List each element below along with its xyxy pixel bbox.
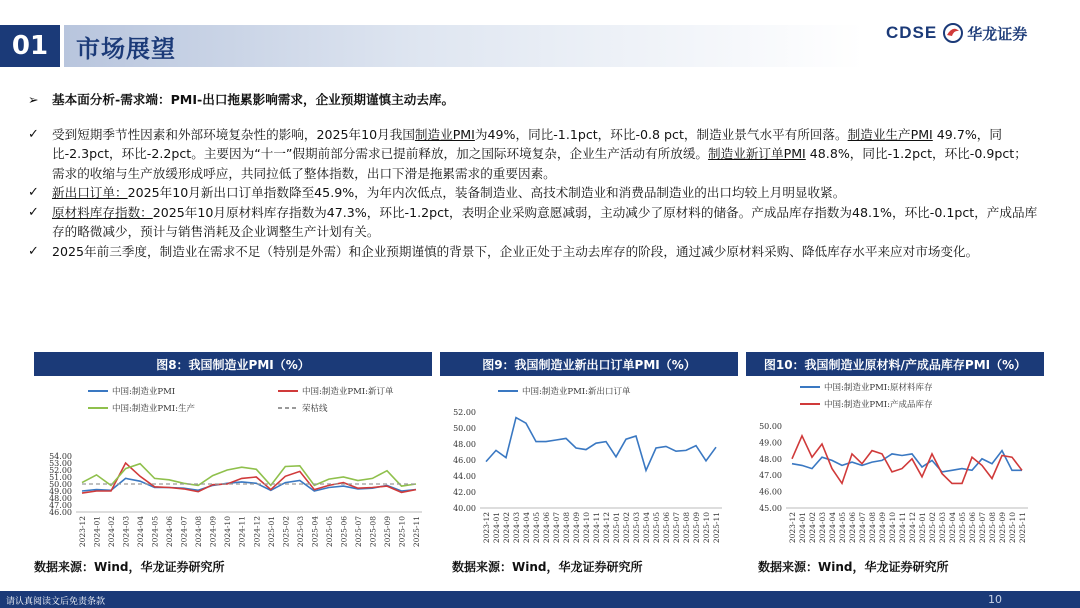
x-tick-label: 2023-12 (482, 512, 491, 544)
x-tick-label: 2024-10 (223, 516, 233, 548)
chart-inventory (746, 380, 1044, 577)
x-tick-label: 2023-12 (788, 512, 797, 544)
chart-title: 图8：我国制造业PMI（%） (34, 352, 432, 376)
bullet-item (28, 203, 1038, 242)
x-tick-label: 2025-07 (978, 512, 987, 544)
x-tick-label: 2024-06 (542, 512, 551, 544)
x-tick-label: 2024-04 (828, 512, 837, 544)
headline-text: 基本面分析-需求端：PMI-出口拖累影响需求，企业预期谨慎主动去库。 (52, 92, 455, 107)
x-tick-label: 2024-09 (878, 512, 887, 544)
y-tick-label: 45.00 (759, 504, 782, 513)
y-tick-label: 46.00 (759, 487, 782, 497)
x-tick-label: 2024-01 (798, 512, 807, 544)
chart-panel-pmi (34, 352, 432, 577)
x-tick-label: 2024-12 (908, 512, 917, 544)
x-tick-label: 2025-03 (632, 512, 641, 544)
x-tick-label: 2025-02 (622, 512, 631, 544)
legend-label: 中国:制造业PMI:生产 (112, 404, 196, 414)
legend-label: 中国:制造业PMI:产成品库存 (824, 400, 933, 410)
x-tick-label: 2024-02 (808, 512, 817, 544)
x-tick-label: 2024-06 (165, 516, 175, 548)
check-icon: ✓ (28, 204, 39, 220)
bullet-text: 原材料库存指数：2025年10月原材料库存指数为47.3%，环比-1.2pct，表明企业采购意愿减弱，主动减少了原材料的储备。产成品库存指数为48.1%，环比-0.1pct，产成品库存的略微减少，预计与销售消耗及企业调整生产计划有关。 (52, 204, 1038, 239)
y-tick-label: 50.00 (453, 424, 476, 433)
x-tick-label: 2024-04 (136, 516, 146, 548)
x-tick-label: 2024-02 (502, 512, 511, 544)
x-tick-label: 2025-01 (266, 516, 276, 548)
y-tick-label: 51.00 (49, 473, 72, 482)
x-tick-label: 2025-08 (988, 512, 997, 544)
x-tick-label: 2024-12 (252, 516, 262, 548)
y-tick-label: 47.00 (49, 501, 72, 510)
check-icon: ✓ (28, 126, 39, 142)
x-tick-label: 2024-01 (92, 516, 102, 548)
x-tick-label: 2025-10 (1008, 512, 1017, 544)
x-tick-label: 2024-01 (492, 512, 501, 544)
x-tick-label: 2025-04 (310, 516, 320, 548)
check-icon: ✓ (28, 185, 39, 200)
check-icon: ✓ (28, 243, 39, 259)
chart-title: 图9：我国制造业新出口订单PMI（%） (440, 352, 738, 376)
analysis-text (28, 90, 1038, 261)
logo-text-en: CDSE (886, 23, 938, 42)
x-tick-label: 2024-08 (194, 516, 204, 548)
section-number: 01 (0, 25, 60, 67)
x-tick-label: 2024-05 (532, 512, 541, 544)
x-tick-label: 2024-10 (888, 512, 897, 544)
x-tick-label: 2025-11 (712, 512, 721, 544)
x-tick-label: 2024-05 (150, 516, 160, 548)
y-tick-label: 48.00 (453, 440, 476, 449)
footer-bar (0, 591, 1080, 608)
chart-title: 图10：我国制造业原材料/产成品库存PMI（%） (746, 352, 1044, 376)
x-tick-label: 2024-11 (237, 516, 247, 548)
y-tick-label: 53.00 (49, 459, 72, 468)
x-tick-label: 2024-08 (562, 512, 571, 544)
x-tick-label: 2025-03 (295, 516, 305, 548)
logo-text-cn: 华龙证券 (967, 24, 1028, 43)
x-tick-label: 2024-09 (208, 516, 218, 548)
x-tick-label: 2023-12 (78, 516, 87, 548)
y-tick-label: 46.00 (49, 508, 72, 517)
bullet-item (28, 125, 1038, 184)
y-tick-label: 47.00 (759, 471, 782, 481)
x-tick-label: 2025-11 (412, 516, 421, 548)
headline (28, 90, 1038, 110)
x-tick-label: 2025-05 (958, 512, 967, 544)
bullet-text: 受到短期季节性因素和外部环境复杂性的影响，2025年10月我国制造业PMI为49%，同比-1.1pct，环比-0.8 pct，制造业景气水平有所回落。制造业生产PMI 49.7%，同比-2.3pct，环比-2.2pct。主要因为“十一”假期前部分需求已提前释放，加之国际环境复杂，企业生产活动有所放缓。制造业新订单PMI 48.8%，同比-1.2pct，环比-0.9pct；需求的收缩与生产放缓形成呼应，共同拉低了整体指数，出口下滑是拖累需求的重要因素。 (52, 126, 1027, 181)
series-line (486, 418, 716, 471)
data-source: 数据来源：Wind，华龙证券研究所 (452, 560, 643, 574)
x-tick-label: 2024-02 (107, 516, 117, 548)
x-tick-label: 2025-10 (397, 516, 407, 548)
x-tick-label: 2025-01 (918, 512, 927, 544)
x-tick-label: 2025-07 (672, 512, 681, 544)
y-tick-label: 50.00 (49, 480, 72, 489)
x-tick-label: 2025-08 (368, 516, 378, 548)
x-tick-label: 2024-07 (179, 516, 189, 548)
page-title: 市场展望 (76, 35, 176, 63)
company-logo (886, 20, 1027, 46)
y-tick-label: 52.00 (49, 466, 72, 475)
x-tick-label: 2024-09 (572, 512, 581, 544)
y-tick-label: 48.00 (49, 494, 72, 503)
x-tick-label: 2025-07 (353, 516, 363, 548)
header-band (64, 25, 864, 67)
y-tick-label: 54.00 (49, 452, 72, 461)
x-tick-label: 2025-06 (968, 512, 977, 544)
y-tick-label: 50.00 (759, 422, 782, 431)
chart-panel-export (440, 352, 738, 577)
x-tick-label: 2024-03 (818, 512, 827, 544)
y-tick-label: 49.00 (49, 487, 72, 496)
legend-label: 中国:制造业PMI:新出口订单 (522, 387, 631, 397)
series-line (82, 478, 416, 491)
y-tick-label: 42.00 (453, 488, 476, 497)
bullet-text: 新出口订单：2025年10月新出口订单指数降至45.9%，为年内次低点，装备制造业、高技术制造业和消费品制造业的出口均较上月明显收紧。 (52, 185, 846, 200)
x-tick-label: 2024-11 (592, 512, 601, 544)
y-tick-label: 52.00 (453, 408, 476, 417)
x-tick-label: 2025-09 (382, 516, 392, 548)
legend-label: 中国:制造业PMI:原材料库存 (824, 383, 933, 393)
bullet-text: 2025年前三季度，制造业在需求不足（特别是外需）和企业预期谨慎的背景下，企业正处于主动去库存的阶段，通过减少原材料采购、降低库存水平来应对市场变化。 (52, 243, 979, 259)
x-tick-label: 2024-07 (552, 512, 561, 544)
x-tick-label: 2024-06 (848, 512, 857, 544)
x-tick-label: 2025-06 (339, 516, 349, 548)
arrow-bullet-icon: ➢ (28, 92, 39, 107)
x-tick-label: 2024-11 (898, 512, 907, 544)
x-tick-label: 2025-08 (682, 512, 691, 544)
chart-pmi (34, 380, 432, 577)
y-tick-label: 46.00 (453, 456, 476, 465)
page-number: 10 (988, 593, 1002, 606)
chart-export-orders (440, 380, 738, 577)
series-line (792, 436, 1022, 484)
x-tick-label: 2024-03 (512, 512, 521, 544)
x-tick-label: 2025-04 (948, 512, 957, 544)
chart-panel-inventory (746, 352, 1044, 577)
bullet-item (28, 242, 1038, 262)
x-tick-label: 2025-06 (662, 512, 671, 544)
x-tick-label: 2024-10 (582, 512, 591, 544)
x-tick-label: 2025-04 (642, 512, 651, 544)
y-tick-label: 44.00 (453, 472, 476, 481)
x-tick-label: 2025-09 (998, 512, 1007, 544)
x-tick-label: 2024-08 (868, 512, 877, 544)
data-source: 数据来源：Wind，华龙证券研究所 (758, 560, 949, 574)
y-tick-label: 48.00 (759, 454, 782, 464)
x-tick-label: 2025-05 (652, 512, 661, 544)
dragon-logo-icon (943, 23, 963, 43)
x-tick-label: 2025-05 (324, 516, 334, 548)
disclaimer-link[interactable]: 请认真阅读文后免责条款 (6, 597, 106, 607)
data-source: 数据来源：Wind，华龙证券研究所 (34, 560, 225, 574)
x-tick-label: 2024-05 (838, 512, 847, 544)
y-tick-label: 49.00 (759, 438, 782, 448)
x-tick-label: 2025-09 (692, 512, 701, 544)
y-tick-label: 40.00 (453, 504, 476, 513)
x-tick-label: 2025-02 (928, 512, 937, 544)
x-tick-label: 2024-07 (858, 512, 867, 544)
legend-label: 荣枯线 (302, 404, 328, 414)
x-tick-label: 2025-11 (1018, 512, 1027, 544)
x-tick-label: 2024-03 (121, 516, 131, 548)
x-tick-label: 2025-02 (281, 516, 291, 548)
x-tick-label: 2024-12 (602, 512, 611, 544)
x-tick-label: 2025-03 (938, 512, 947, 544)
legend-label: 中国:制造业PMI (112, 387, 176, 397)
bullet-item (28, 183, 1038, 203)
x-tick-label: 2024-04 (522, 512, 531, 544)
legend-label: 中国:制造业PMI:新订单 (302, 387, 394, 397)
x-tick-label: 2025-10 (702, 512, 711, 544)
x-tick-label: 2025-01 (612, 512, 621, 544)
